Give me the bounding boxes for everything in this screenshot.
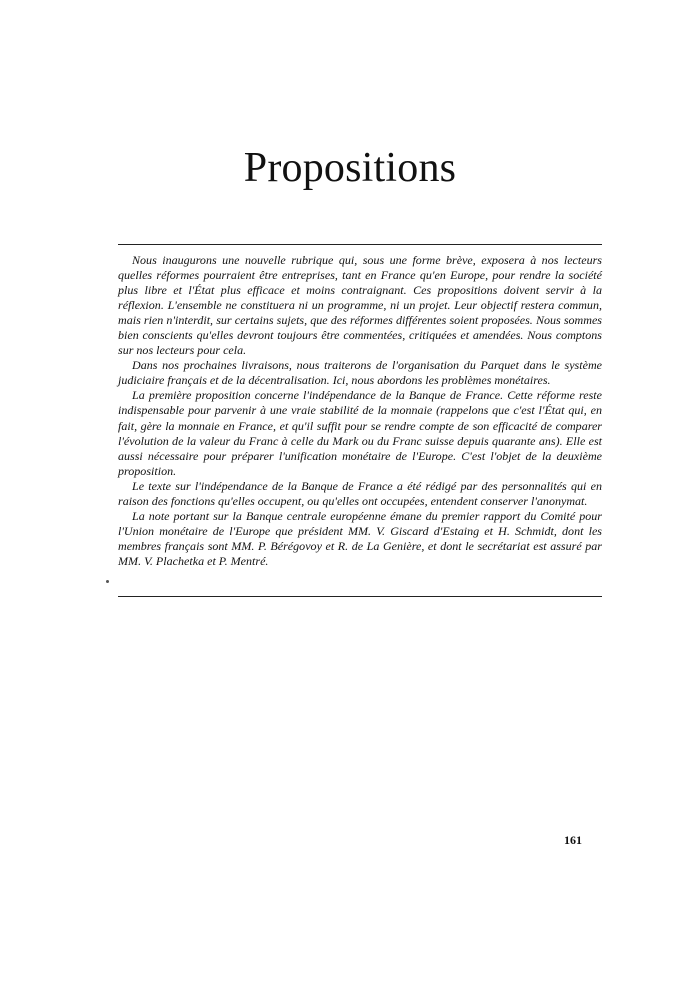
introduction-text <box>118 253 602 569</box>
paragraph: La note portant sur la Banque centrale européenne émane du premier rapport du Comité pour l'Union monétaire de l'Europe que président MM. V. Giscard d'Estaing et H. Schmidt, dont les membres français sont MM. P. Bérégovoy et R. de La Genière, et dont le secrétariat est assuré par MM. V. Plachetka et P. Mentré. <box>118 508 602 568</box>
top-rule <box>118 244 602 245</box>
paragraph: La première proposition concerne l'indépendance de la Banque de France. Cette réforme reste indispensable pour parvenir à une vraie stabilité de la monnaie (rappelons que c'est l'État qui, en fait, gère la monnaie en France, et qu'il suffit pour se rendre compte de son efficacité de comparer l'évolution de la valeur du Franc à celle du Mark ou du Franc suisse depuis quarante ans). Elle est aussi nécessaire pour préparer l'unification monétaire de l'Europe. C'est l'objet de la deuxième proposition. <box>118 388 602 478</box>
paragraph: Nous inaugurons une nouvelle rubrique qui, sous une forme brève, exposera à nos lecteurs quelles réformes pourraient être entreprises, tant en France qu'en Europe, pour rendre la société plus libre et l'État plus efficace et moins contraignant. Ces propositions doivent servir à la réflexion. L'ensemble ne constituera ni un programme, ni un projet. Leur objectif restera commun, mais rien n'interdit, sur certains sujets, que des réformes différentes soient proposées. Nous sommes bien conscients qu'elles devront toujours être commentées, critiquées et amendées. Nous comptons sur nos lecteurs pour cela. <box>118 253 602 358</box>
margin-mark <box>106 580 109 583</box>
page-number: 161 <box>564 833 582 847</box>
paragraph: Dans nos prochaines livraisons, nous traiterons de l'organisation du Parquet dans le système judiciaire français et de la décentralisation. Ici, nous abordons les problèmes monétaires. <box>118 358 602 388</box>
bottom-rule <box>118 596 602 597</box>
paragraph: Le texte sur l'indépendance de la Banque de France a été rédigé par des personnalités qui en raison des fonctions qu'elles occupent, ou qu'elles ont occupées, entendent conserver l'anonymat. <box>118 478 602 508</box>
page-title: Propositions <box>243 145 457 191</box>
